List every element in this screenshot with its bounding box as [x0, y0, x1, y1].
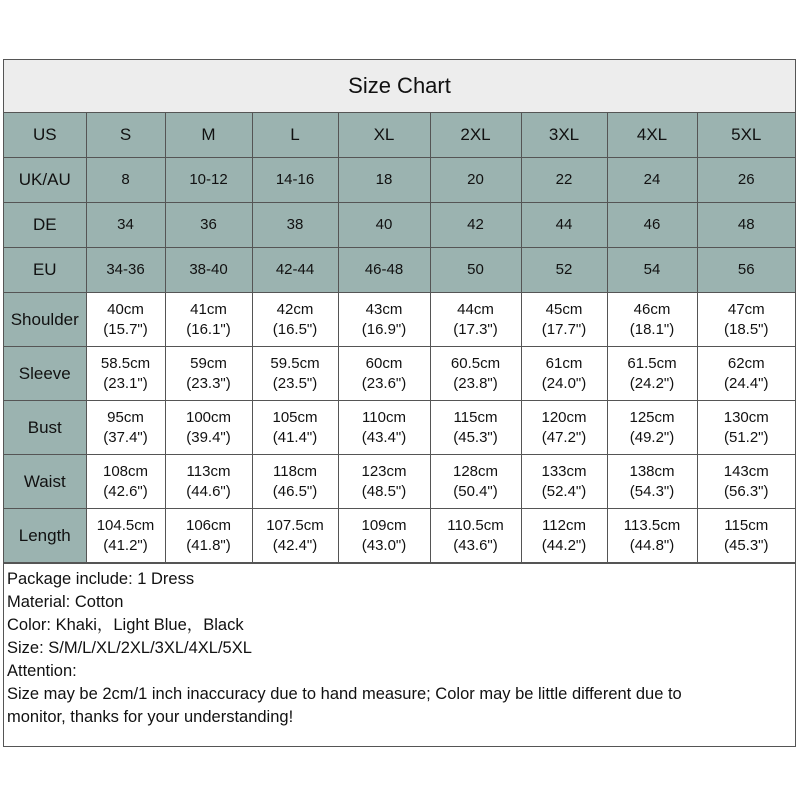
chart-title: Size Chart — [4, 60, 795, 113]
measure-cm: 43cm — [365, 300, 403, 318]
measure-cell — [338, 293, 430, 347]
measure-cm: 138cm — [629, 462, 675, 480]
measure-cell — [697, 401, 795, 455]
measure-inch: (39.4") — [186, 428, 231, 446]
measure-cell — [252, 293, 338, 347]
note-color: Color: Khaki，Light Blue，Black — [7, 616, 244, 634]
measure-cm: 41cm — [190, 300, 227, 318]
measure-cell — [607, 401, 697, 455]
measure-inch: (43.6") — [453, 536, 498, 554]
product-notes — [4, 563, 795, 746]
measure-cell — [697, 455, 795, 509]
measure-cell — [252, 509, 338, 563]
measure-cm: 123cm — [361, 462, 407, 480]
measure-cell — [607, 509, 697, 563]
measure-cell — [607, 455, 697, 509]
measure-cm: 58.5cm — [100, 354, 151, 372]
measure-inch: (15.7") — [103, 320, 148, 338]
size-chart — [3, 59, 796, 747]
measure-cm: 59cm — [190, 354, 227, 372]
measure-cell — [86, 455, 165, 509]
measure-cm: 59.5cm — [270, 354, 320, 372]
size-cell: 46 — [607, 203, 697, 248]
size-row-eu — [4, 248, 795, 293]
measure-inch: (24.2") — [629, 374, 675, 392]
size-cell: 34-36 — [86, 248, 165, 293]
measure-inch: (50.4") — [453, 482, 498, 500]
measure-cell — [86, 509, 165, 563]
measure-cm: 60.5cm — [450, 354, 501, 372]
measure-inch: (43.4") — [361, 428, 407, 446]
measure-row-sleeve — [4, 347, 795, 401]
measure-row-waist — [4, 455, 795, 509]
measure-cm: 125cm — [629, 408, 675, 426]
measure-cell — [86, 347, 165, 401]
measure-cell — [165, 401, 252, 455]
measure-cell — [607, 347, 697, 401]
size-cell: 38 — [252, 203, 338, 248]
size-cell: 44 — [521, 203, 607, 248]
size-cell: L — [252, 113, 338, 158]
note-material: Material: Cotton — [7, 593, 124, 611]
size-cell: 48 — [697, 203, 795, 248]
measure-inch: (44.8") — [629, 536, 675, 554]
note-size: Size: S/M/L/XL/2XL/3XL/4XL/5XL — [7, 639, 252, 657]
measure-cell — [521, 347, 607, 401]
measure-cell — [338, 455, 430, 509]
row-label: Length — [4, 509, 86, 563]
measure-cell — [697, 293, 795, 347]
measure-cm: 104.5cm — [96, 516, 155, 534]
measure-cell — [252, 455, 338, 509]
row-label: UK/AU — [4, 158, 86, 203]
measure-cell — [521, 293, 607, 347]
measure-cell — [165, 347, 252, 401]
size-cell: 26 — [697, 158, 795, 203]
note-attention: Attention: — [7, 662, 77, 680]
measure-cm: 107.5cm — [266, 516, 324, 534]
measure-cell — [252, 401, 338, 455]
size-cell: 52 — [521, 248, 607, 293]
measure-row-shoulder — [4, 293, 795, 347]
measure-inch: (44.2") — [541, 536, 587, 554]
measure-cell — [165, 293, 252, 347]
measure-cell — [521, 455, 607, 509]
size-cell: 10-12 — [165, 158, 252, 203]
row-label: Bust — [4, 401, 86, 455]
measure-inch: (46.5") — [272, 482, 318, 500]
measure-inch: (54.3") — [629, 482, 675, 500]
size-cell: 20 — [430, 158, 521, 203]
size-row-uk-au — [4, 158, 795, 203]
measure-inch: (41.4") — [272, 428, 318, 446]
note-thanks: monitor, thanks for your understanding! — [7, 708, 294, 726]
measure-cm: 118cm — [273, 462, 317, 480]
measure-cm: 109cm — [361, 516, 407, 534]
measure-inch: (18.1") — [629, 320, 675, 338]
measure-cm: 112cm — [542, 516, 586, 534]
measure-cm: 120cm — [541, 408, 587, 426]
measure-inch: (18.5") — [723, 320, 769, 338]
measure-cell — [252, 347, 338, 401]
note-package: Package include: 1 Dress — [7, 570, 195, 588]
measure-cm: 45cm — [545, 300, 583, 318]
size-row-de — [4, 203, 795, 248]
size-cell: 34 — [86, 203, 165, 248]
size-cell: XL — [338, 113, 430, 158]
measure-cell — [338, 347, 430, 401]
measure-cell — [86, 401, 165, 455]
measure-inch: (49.2") — [629, 428, 675, 446]
measure-cell — [521, 401, 607, 455]
row-label: DE — [4, 203, 86, 248]
measure-inch: (56.3") — [723, 482, 769, 500]
measure-cm: 110cm — [362, 408, 406, 426]
size-cell: S — [86, 113, 165, 158]
measure-inch: (42.6") — [103, 482, 148, 500]
measure-row-bust — [4, 401, 795, 455]
measure-cm: 62cm — [727, 354, 765, 372]
size-cell: 18 — [338, 158, 430, 203]
measure-cell — [697, 509, 795, 563]
measure-inch: (45.3") — [723, 536, 769, 554]
row-label: Waist — [4, 455, 86, 509]
measure-inch: (44.6") — [186, 482, 231, 500]
measure-inch: (47.2") — [541, 428, 587, 446]
row-label: EU — [4, 248, 86, 293]
measure-cell — [430, 401, 521, 455]
measure-inch: (41.8") — [186, 536, 231, 554]
row-label: Sleeve — [4, 347, 86, 401]
size-cell: 42 — [430, 203, 521, 248]
size-cell: 4XL — [607, 113, 697, 158]
measure-cm: 143cm — [723, 462, 769, 480]
measure-cm: 106cm — [185, 516, 232, 534]
measure-inch: (23.5") — [272, 374, 318, 392]
size-cell: M — [165, 113, 252, 158]
size-cell: 38-40 — [165, 248, 252, 293]
measure-cm: 95cm — [107, 408, 144, 426]
measure-cell — [165, 509, 252, 563]
measure-inch: (16.9") — [361, 320, 407, 338]
measure-inch: (41.2") — [103, 536, 148, 554]
measure-inch: (45.3") — [453, 428, 498, 446]
size-cell: 54 — [607, 248, 697, 293]
measure-inch: (37.4") — [103, 428, 148, 446]
note-accuracy: Size may be 2cm/1 inch inaccuracy due to hand measure; Color may be little different due to — [7, 685, 682, 703]
measure-inch: (52.4") — [541, 482, 587, 500]
size-cell: 8 — [86, 158, 165, 203]
measure-cell — [430, 509, 521, 563]
measure-inch: (51.2") — [723, 428, 769, 446]
measure-inch: (23.1") — [103, 374, 148, 392]
measure-cm: 105cm — [272, 408, 318, 426]
size-cell: 3XL — [521, 113, 607, 158]
size-cell: 22 — [521, 158, 607, 203]
size-cell: 2XL — [430, 113, 521, 158]
size-cell: 50 — [430, 248, 521, 293]
size-cell: 36 — [165, 203, 252, 248]
measure-inch: (42.4") — [272, 536, 318, 554]
measure-inch: (17.7") — [541, 320, 587, 338]
measure-inch: (43.0") — [361, 536, 407, 554]
measure-cell — [86, 293, 165, 347]
measure-cell — [430, 455, 521, 509]
measure-inch: (17.3") — [453, 320, 498, 338]
measure-inch: (23.3") — [186, 374, 231, 392]
measure-inch: (24.4") — [723, 374, 769, 392]
measure-cm: 128cm — [452, 462, 499, 480]
size-row-us — [4, 113, 795, 158]
measure-inch: (16.1") — [186, 320, 231, 338]
measure-inch: (48.5") — [361, 482, 407, 500]
size-cell: 24 — [607, 158, 697, 203]
measure-cm: 40cm — [107, 300, 144, 318]
measure-inch: (23.8") — [453, 374, 498, 392]
measure-inch: (23.6") — [361, 374, 407, 392]
measure-row-length — [4, 509, 795, 563]
size-cell: 46-48 — [338, 248, 430, 293]
size-cell: 14-16 — [252, 158, 338, 203]
measure-cell — [338, 401, 430, 455]
size-cell: 5XL — [697, 113, 795, 158]
measure-cm: 46cm — [633, 300, 671, 318]
measure-cm: 113cm — [186, 462, 231, 480]
measure-inch: (16.5") — [272, 320, 318, 338]
measure-cell — [697, 347, 795, 401]
measure-cm: 61cm — [545, 354, 583, 372]
measure-cm: 110.5cm — [447, 516, 504, 534]
measure-cm: 61.5cm — [627, 354, 677, 372]
measure-cm: 60cm — [365, 354, 403, 372]
size-cell: 56 — [697, 248, 795, 293]
row-label: US — [4, 113, 86, 158]
measure-cell — [430, 293, 521, 347]
measure-cm: 42cm — [276, 300, 314, 318]
size-cell: 42-44 — [252, 248, 338, 293]
row-label: Shoulder — [4, 293, 86, 347]
measure-cm: 133cm — [541, 462, 587, 480]
measure-cm: 115cm — [453, 408, 498, 426]
measure-cm: 100cm — [185, 408, 232, 426]
measure-cm: 115cm — [724, 516, 769, 534]
measure-cm: 108cm — [102, 462, 149, 480]
measure-cell — [338, 509, 430, 563]
size-table — [4, 113, 795, 563]
measure-cell — [607, 293, 697, 347]
measure-cm: 113.5cm — [623, 516, 681, 534]
measure-cm: 47cm — [727, 300, 765, 318]
measure-cm: 130cm — [723, 408, 769, 426]
measure-cell — [165, 455, 252, 509]
measure-inch: (24.0") — [541, 374, 587, 392]
measure-cell — [521, 509, 607, 563]
size-cell: 40 — [338, 203, 430, 248]
measure-cell — [430, 347, 521, 401]
measure-cm: 44cm — [457, 300, 494, 318]
